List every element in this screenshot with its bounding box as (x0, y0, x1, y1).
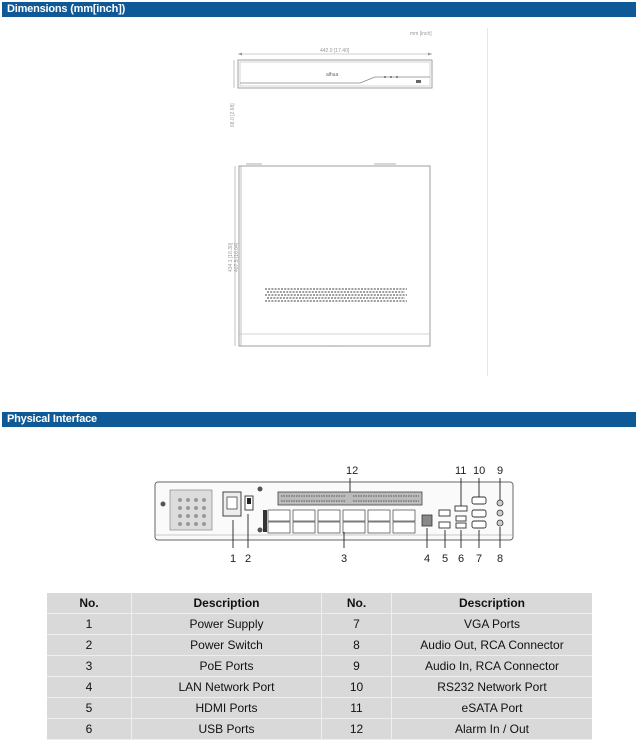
table-row (47, 614, 592, 635)
height-dimension: 68.0 [2.68] (230, 103, 236, 127)
port-number: 11 (322, 698, 392, 719)
callout-7: 7 (476, 553, 483, 565)
callout-12: 12 (346, 465, 359, 477)
port-description-table (47, 593, 592, 740)
port-number: 6 (47, 719, 132, 740)
table-row (47, 719, 592, 740)
table-row (47, 635, 592, 656)
callout-5: 5 (442, 553, 449, 565)
callout-4: 4 (424, 553, 431, 565)
callout-8: 8 (497, 553, 504, 565)
callout-2: 2 (245, 553, 252, 565)
depth-inner-dimension: 407.5 [16.04] (234, 242, 240, 272)
port-number: 5 (47, 698, 132, 719)
port-description: Power Switch (132, 635, 322, 656)
table-row (47, 698, 592, 719)
width-dimension: 442.0 [17.40] (320, 48, 350, 54)
port-number: 12 (322, 719, 392, 740)
table-row (47, 656, 592, 677)
table-header-row (47, 593, 592, 614)
port-number: 2 (47, 635, 132, 656)
header-description: Description (392, 593, 593, 614)
port-number: 7 (322, 614, 392, 635)
port-description: RS232 Network Port (392, 677, 593, 698)
front-view-drawing (220, 25, 480, 135)
port-number: 8 (322, 635, 392, 656)
port-number: 3 (47, 656, 132, 677)
port-number: 10 (322, 677, 392, 698)
unit-label: mm [inch] (410, 31, 432, 37)
callout-10: 10 (473, 465, 486, 477)
header-description: Description (132, 593, 322, 614)
section-header-physical-interface: Physical Interface (2, 412, 636, 427)
port-description: LAN Network Port (132, 677, 322, 698)
port-description: VGA Ports (392, 614, 593, 635)
depth-outer-dimension: 434.1 [16.30] (228, 242, 234, 272)
header-no: No. (47, 593, 132, 614)
callout-3: 3 (341, 553, 348, 565)
divider (487, 28, 488, 376)
rear-panel-drawing (150, 460, 520, 570)
callout-1: 1 (230, 553, 237, 565)
port-description: PoE Ports (132, 656, 322, 677)
port-description: Audio In, RCA Connector (392, 656, 593, 677)
port-description: Audio Out, RCA Connector (392, 635, 593, 656)
port-number: 1 (47, 614, 132, 635)
top-view-drawing (220, 160, 450, 360)
header-no: No. (322, 593, 392, 614)
callout-11: 11 (455, 465, 467, 477)
port-description: eSATA Port (392, 698, 593, 719)
port-description: Alarm In / Out (392, 719, 593, 740)
port-description: USB Ports (132, 719, 322, 740)
brand-label: alhua (326, 72, 339, 78)
port-number: 9 (322, 656, 392, 677)
section-header-dimensions: Dimensions (mm[inch]) (2, 2, 636, 17)
port-description: HDMI Ports (132, 698, 322, 719)
table-row (47, 677, 592, 698)
port-description: Power Supply (132, 614, 322, 635)
callout-6: 6 (458, 553, 465, 565)
callout-9: 9 (497, 465, 504, 477)
port-number: 4 (47, 677, 132, 698)
